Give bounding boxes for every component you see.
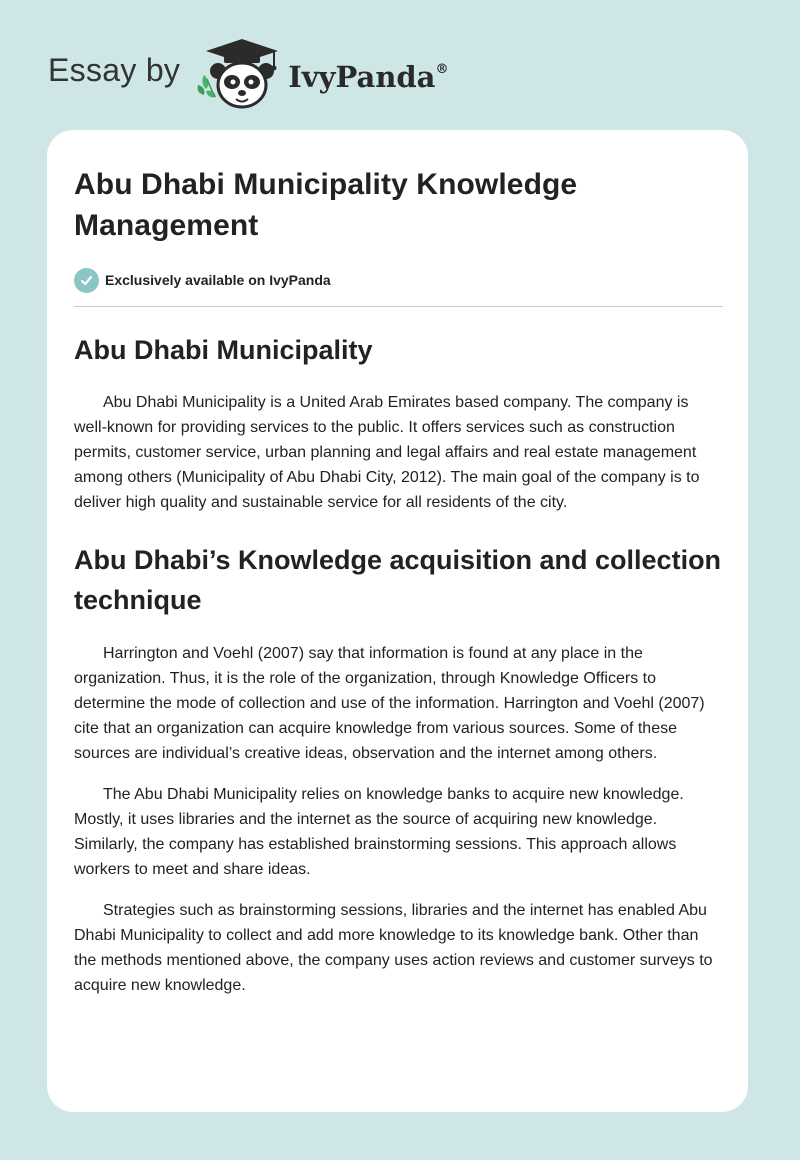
site-header: [48, 34, 448, 114]
paragraph: The Abu Dhabi Municipality relies on knowledge banks to acquire new knowledge. Mostly, it uses libraries and the internet as the source of acquiring new knowledge. Similarly, the company has established brainstorming sessions. This approach allows workers to meet and share ideas.: [74, 786, 684, 878]
exclusive-badge: [74, 266, 722, 294]
registered-mark: ®: [435, 62, 449, 77]
paragraph: Abu Dhabi Municipality is a United Arab Emirates based company. The company is well-known for providing services to the public. It offers services such as construction permits, customer service, urban planning and legal affairs and real estate management among others (Municipality of Abu Dhabi City, 2012). The main goal of the company is to deliver high quality and sustainable service for all residents of the city.: [74, 394, 700, 511]
section-heading: Abu Dhabi Municipality: [74, 335, 373, 365]
essay-by-label: Essay by: [48, 51, 181, 88]
check-icon: [74, 268, 99, 293]
essay-title: Abu Dhabi Municipality Knowledge Management: [74, 168, 578, 242]
section-heading: Abu Dhabi’s Knowledge acquisition and collection technique: [74, 545, 722, 615]
exclusive-text: Exclusively available on IvyPanda: [105, 272, 331, 288]
divider: [74, 306, 723, 307]
paragraph: Strategies such as brainstorming sessions, libraries and the internet has enabled Abu Dhabi Municipality to collect and add more knowledge to its knowledge bank. Other than the methods mentioned above, the company uses action reviews and customer surveys to acquire new knowledge.: [74, 902, 713, 994]
panda-logo-icon: [194, 37, 282, 111]
essay-card: [47, 130, 748, 1112]
paragraph: Harrington and Voehl (2007) say that information is found at any place in the organization. Thus, it is the role of the organization, through Knowledge Officers to determine the mode of collection and use of the information. Harrington and Voehl (2007) cite that an organization can acquire knowledge from various sources. Some of these sources are individual’s creative ideas, observation and the internet among others.: [74, 645, 705, 762]
ivypanda-logo[interactable]: [194, 37, 448, 111]
brand-name: IvyPanda®: [288, 60, 449, 94]
